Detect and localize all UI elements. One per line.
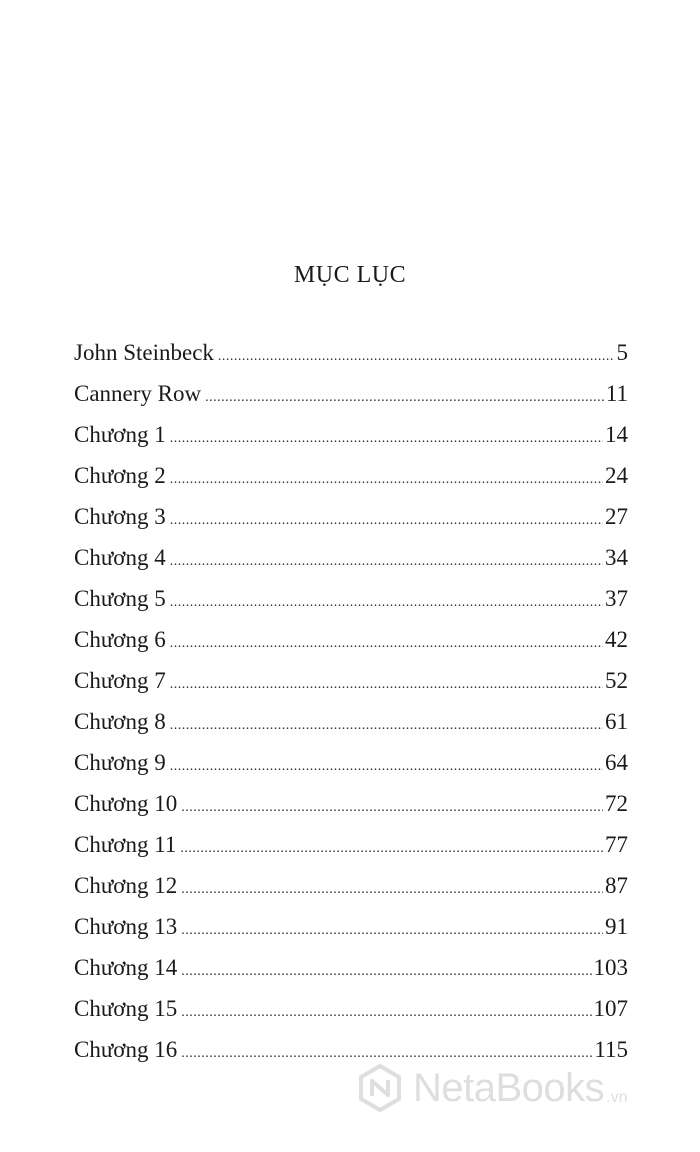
toc-row	[74, 545, 628, 586]
toc-leader-dots	[170, 513, 603, 529]
toc-row	[74, 668, 628, 709]
toc-entry-title: Chương 11	[74, 832, 177, 857]
toc-entry-title: Chương 15	[74, 996, 178, 1021]
toc-page-number: 115	[594, 1037, 628, 1062]
toc-row	[74, 955, 628, 996]
toc-leader-dots	[181, 964, 591, 980]
page-title: MỤC LỤC	[293, 262, 407, 288]
toc-page-number: 87	[605, 873, 628, 898]
toc-page-number: 77	[605, 832, 628, 857]
toc-row	[74, 627, 628, 668]
toc-entry-title: Chương 1	[74, 422, 166, 447]
netabooks-logo-icon	[355, 1063, 405, 1113]
toc-leader-dots	[218, 349, 615, 365]
toc-leader-dots	[181, 882, 603, 898]
table-of-contents	[74, 340, 628, 1078]
watermark-brand-text: NetaBooks	[413, 1065, 605, 1110]
toc-entry-title: Chương 6	[74, 627, 166, 652]
toc-entry-title: Chương 2	[74, 463, 166, 488]
toc-row	[74, 791, 628, 832]
watermark-domain-suffix: .vn	[606, 1089, 628, 1106]
toc-entry-title: Chương 12	[74, 873, 178, 898]
toc-row	[74, 340, 628, 381]
toc-leader-dots	[181, 800, 603, 816]
toc-entry-title: Chương 8	[74, 709, 166, 734]
toc-leader-dots	[170, 718, 603, 734]
toc-row	[74, 996, 628, 1037]
toc-entry-title: Cannery Row	[74, 381, 202, 406]
toc-leader-dots	[170, 472, 603, 488]
toc-entry-title: Chương 16	[74, 1037, 178, 1062]
toc-row	[74, 463, 628, 504]
toc-page-number: 34	[605, 545, 628, 570]
toc-entry-title: Chương 4	[74, 545, 166, 570]
toc-leader-dots	[181, 1005, 591, 1021]
toc-leader-dots	[170, 595, 603, 611]
toc-row	[74, 914, 628, 955]
toc-leader-dots	[181, 1046, 592, 1062]
toc-row	[74, 504, 628, 545]
toc-leader-dots	[170, 431, 603, 447]
toc-leader-dots	[205, 390, 604, 406]
toc-page-number: 103	[593, 955, 628, 980]
toc-page-number: 24	[605, 463, 628, 488]
toc-page-number: 91	[605, 914, 628, 939]
toc-entry-title: John Steinbeck	[74, 340, 214, 365]
toc-entry-title: Chương 13	[74, 914, 178, 939]
toc-leader-dots	[180, 841, 603, 857]
toc-page-number: 37	[605, 586, 628, 611]
toc-leader-dots	[181, 923, 603, 939]
toc-page-number: 72	[605, 791, 628, 816]
toc-page-number: 27	[605, 504, 628, 529]
toc-row	[74, 709, 628, 750]
toc-page-number: 11	[605, 381, 628, 406]
toc-leader-dots	[170, 677, 603, 693]
toc-page-number: 5	[616, 340, 628, 365]
toc-page-number: 14	[605, 422, 628, 447]
toc-row	[74, 750, 628, 791]
toc-entry-title: Chương 5	[74, 586, 166, 611]
toc-row	[74, 873, 628, 914]
toc-page-number: 107	[593, 996, 628, 1021]
toc-entry-title: Chương 7	[74, 668, 166, 693]
toc-leader-dots	[170, 759, 603, 775]
toc-page-number: 52	[605, 668, 628, 693]
toc-row	[74, 422, 628, 463]
toc-leader-dots	[170, 636, 603, 652]
toc-entry-title: Chương 9	[74, 750, 166, 775]
toc-entry-title: Chương 14	[74, 955, 178, 980]
toc-page-number: 64	[605, 750, 628, 775]
toc-entry-title: Chương 3	[74, 504, 166, 529]
toc-row	[74, 586, 628, 627]
toc-page-number: 61	[605, 709, 628, 734]
toc-entry-title: Chương 10	[74, 791, 178, 816]
toc-row	[74, 832, 628, 873]
toc-page-number: 42	[605, 627, 628, 652]
toc-row	[74, 381, 628, 422]
netabooks-watermark	[355, 1063, 628, 1113]
toc-leader-dots	[170, 554, 603, 570]
